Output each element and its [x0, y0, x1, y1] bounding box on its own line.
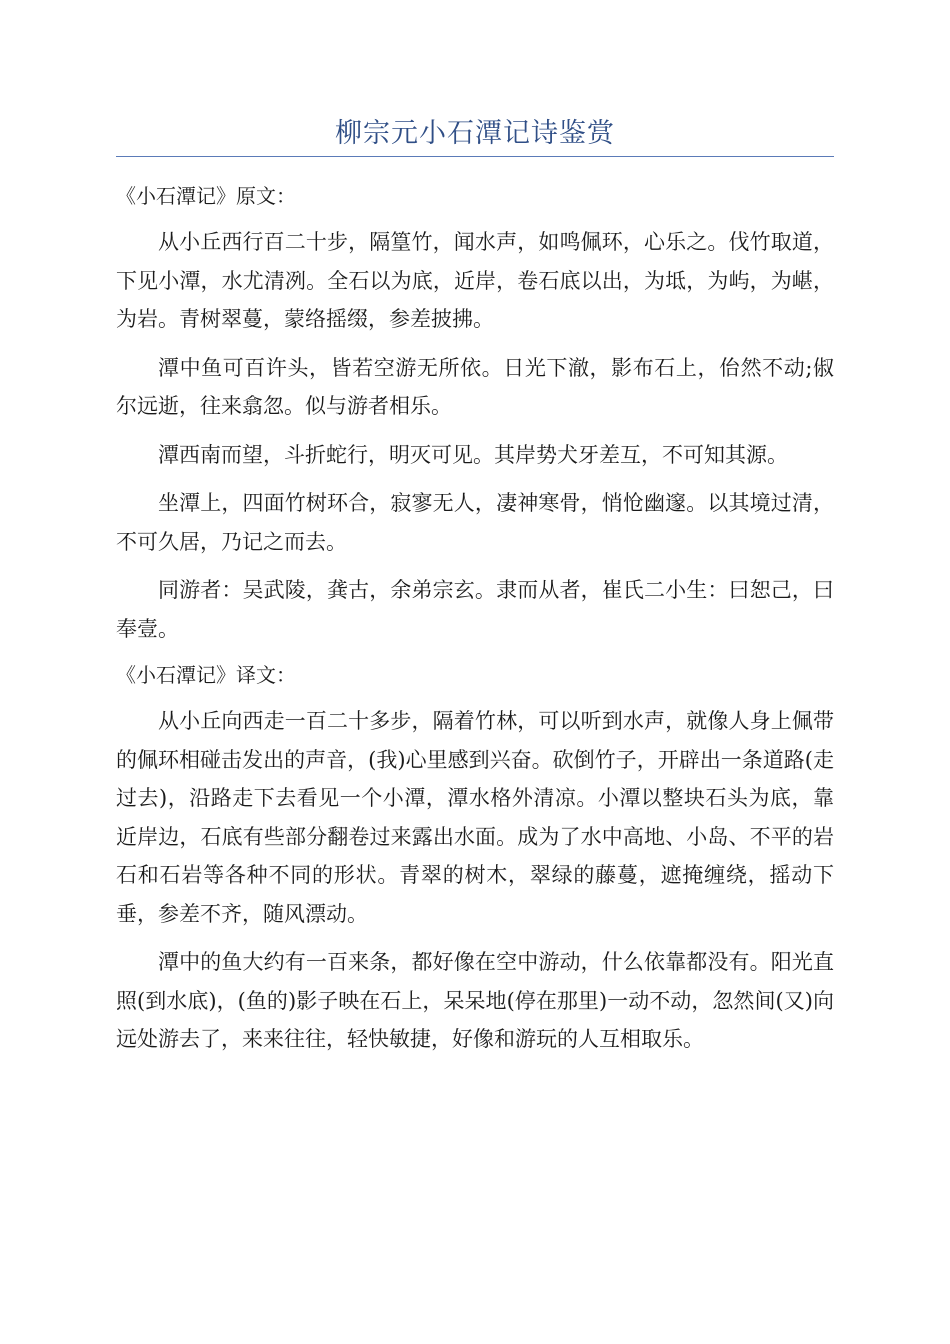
translation-heading: 《小石潭记》译文：: [116, 663, 296, 687]
original-paragraph-5: 同游者：吴武陵，龚古，余弟宗玄。隶而从者，崔氏二小生：曰恕己，曰奉壹。: [116, 578, 834, 641]
original-paragraph-3: 潭西南而望，斗折蛇行，明灭可见。其岸势犬牙差互，不可知其源。: [158, 442, 788, 467]
translation-paragraph-1: 从小丘向西走一百二十多步，隔着竹林，可以听到水声，就像人身上佩带的佩环相碰击发出的声音，(我)心里感到兴奋。砍倒竹子，开辟出一条道路(走过去)，沿路走下去看见一个小潭，潭水格外清凉。小潭以整块石头为底，靠近岸边，石底有些部分翻卷过来露出水面。成为了水中高地、小岛、不平的岩石和石岩等各种不同的形状。青翠的树木，翠绿的藤蔓，遮掩缠绕，摇动下垂，参差不齐，随风漂动。: [116, 709, 834, 926]
document-page: [116, 112, 834, 1069]
original-paragraph-2: 潭中鱼可百许头，皆若空游无所依。日光下澈，影布石上，佁然不动;俶尔远逝，往来翕忽。似与游者相乐。: [116, 355, 834, 418]
translation-paragraph-2: 潭中的鱼大约有一百来条，都好像在空中游动，什么依靠都没有。阳光直照(到水底)，(鱼的)影子映在石上，呆呆地(停在那里)一动不动，忽然间(又)向远处游去了，来来往往，轻快敏捷，好像和游玩的人互相取乐。: [116, 950, 834, 1051]
original-section: [116, 179, 834, 648]
original-heading: 《小石潭记》原文：: [116, 184, 296, 208]
title-underline: [116, 156, 834, 157]
original-paragraph-1: 从小丘西行百二十步，隔篁竹，闻水声，如鸣佩环，心乐之。伐竹取道，下见小潭，水尤清冽。全石以为底，近岸，卷石底以出，为坻，为屿，为嵁，为岩。青树翠蔓，蒙络摇缀，参差披拂。: [116, 230, 834, 331]
original-paragraph-4: 坐潭上，四面竹树环合，寂寥无人，凄神寒骨，悄怆幽邃。以其境过清，不可久居，乃记之而去。: [116, 491, 834, 554]
translation-section: [116, 658, 834, 1059]
page-title: 柳宗元小石潭记诗鉴赏: [335, 118, 615, 149]
